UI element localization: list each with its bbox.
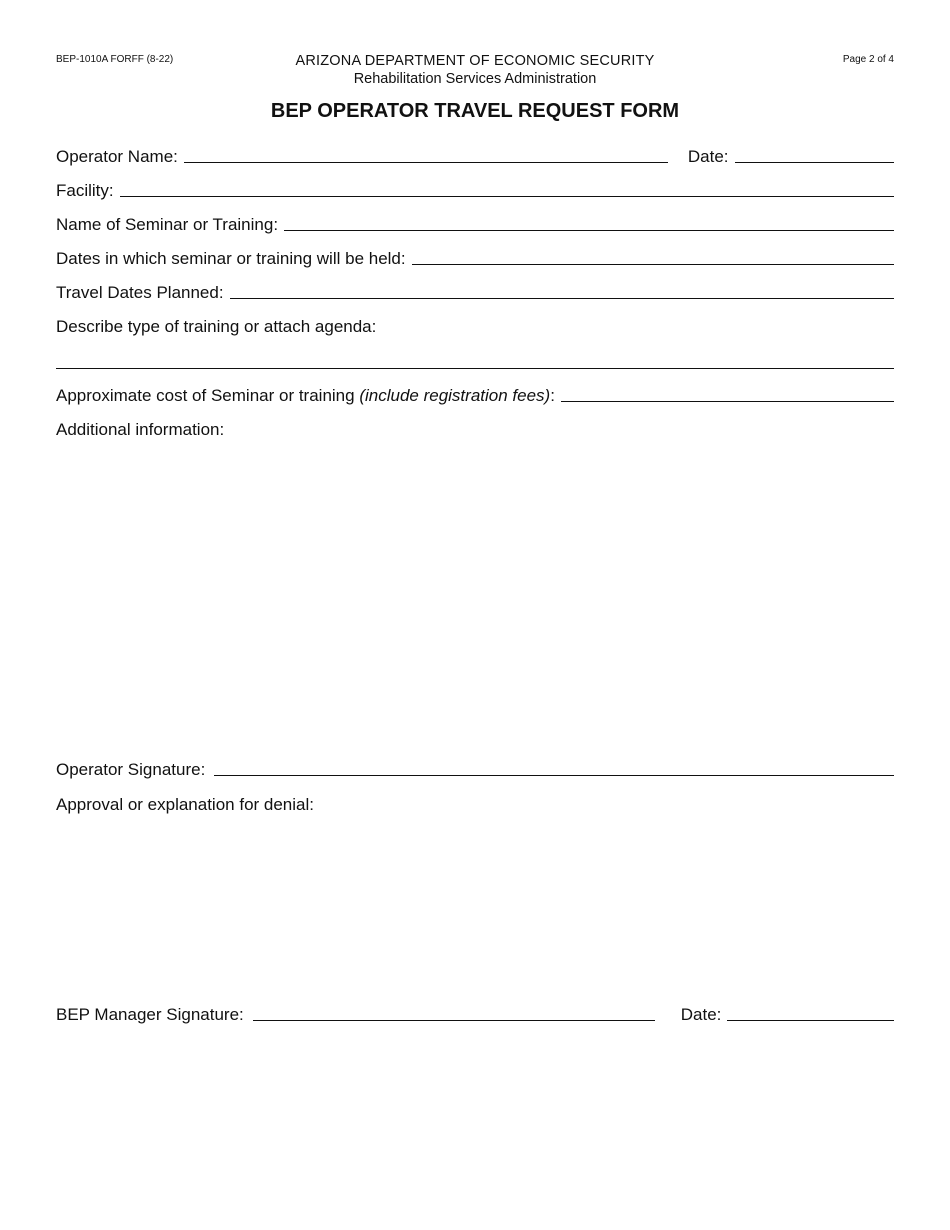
- operator-name-field[interactable]: [184, 161, 668, 163]
- seminar-name-label: Name of Seminar or Training:: [56, 215, 279, 234]
- travel-dates-field[interactable]: [230, 297, 894, 299]
- manager-date-field[interactable]: [727, 1019, 894, 1021]
- additional-info-label: Additional information:: [56, 420, 225, 439]
- cost-label-text: Approximate cost of Seminar or training: [56, 386, 355, 405]
- page-number: Page 2 of 4: [842, 54, 894, 65]
- training-type-field[interactable]: [56, 368, 894, 369]
- form-title: BEP OPERATOR TRAVEL REQUEST FORM: [270, 100, 680, 122]
- date-label: Date:: [687, 147, 729, 166]
- operator-name-row: [56, 147, 894, 167]
- cost-label: [56, 386, 555, 406]
- seminar-dates-label: Dates in which seminar or training will be held:: [56, 249, 406, 268]
- training-type-label: Describe type of training or attach agenda:: [56, 317, 377, 336]
- facility-label: Facility:: [56, 181, 114, 200]
- facility-row: [56, 181, 894, 201]
- seminar-name-row: [56, 215, 894, 235]
- division-name: Rehabilitation Services Administration: [353, 71, 597, 87]
- operator-signature-label: Operator Signature:: [56, 760, 206, 779]
- cost-field[interactable]: [561, 400, 894, 402]
- form-id: BEP-1010A FORFF (8-22): [56, 54, 174, 65]
- cost-row: [56, 386, 894, 406]
- agency-name: ARIZONA DEPARTMENT OF ECONOMIC SECURITY: [295, 53, 655, 69]
- date-field[interactable]: [735, 161, 894, 163]
- seminar-dates-field[interactable]: [412, 263, 894, 265]
- seminar-name-field[interactable]: [284, 229, 894, 231]
- facility-field[interactable]: [120, 195, 894, 197]
- operator-signature-row: [56, 760, 894, 780]
- operator-name-label: Operator Name:: [56, 147, 178, 166]
- manager-signature-field[interactable]: [253, 1019, 655, 1021]
- approval-label: Approval or explanation for denial:: [56, 795, 314, 814]
- manager-date-label: Date:: [680, 1005, 722, 1024]
- manager-signature-label: BEP Manager Signature:: [56, 1005, 244, 1024]
- cost-label-colon: :: [550, 386, 555, 405]
- manager-signature-row: [56, 1005, 894, 1025]
- cost-label-note: (include registration fees): [359, 386, 551, 405]
- travel-dates-label: Travel Dates Planned:: [56, 283, 224, 302]
- seminar-dates-row: [56, 249, 894, 269]
- operator-signature-field[interactable]: [214, 774, 894, 776]
- travel-dates-row: [56, 283, 894, 303]
